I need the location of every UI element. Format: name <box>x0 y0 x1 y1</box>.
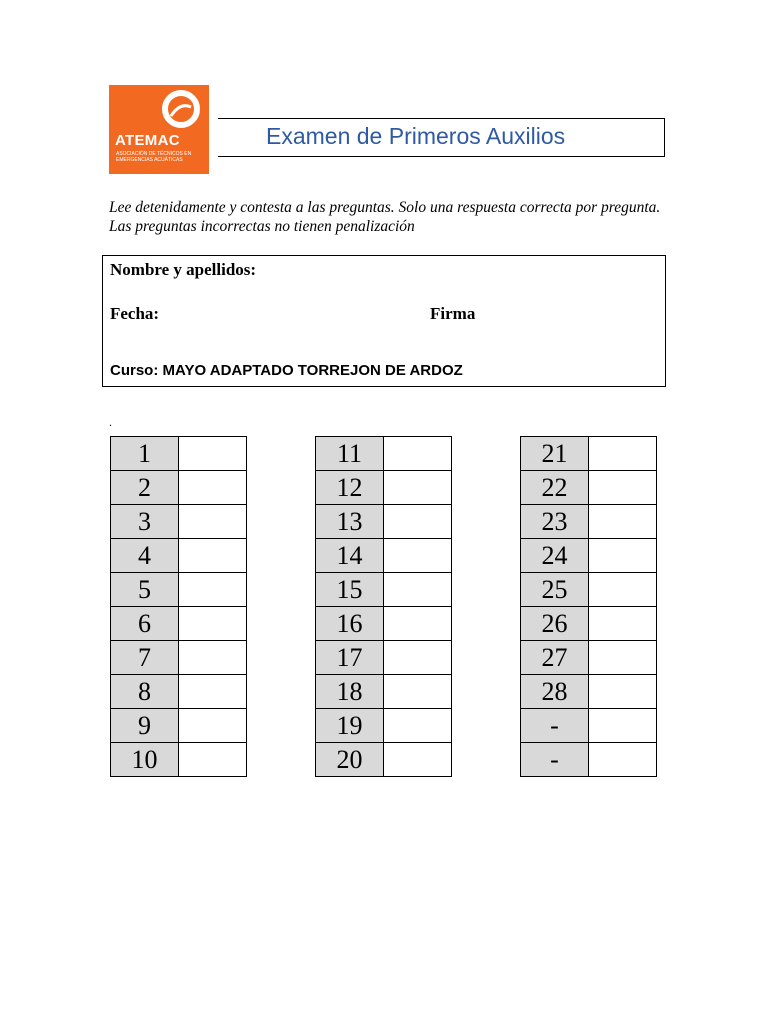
answer-row <box>521 505 657 539</box>
question-number: 22 <box>521 471 589 505</box>
answer-row <box>521 675 657 709</box>
atemac-logo <box>109 85 209 174</box>
page-title: Examen de Primeros Auxilios <box>266 123 566 149</box>
question-number: 12 <box>316 471 384 505</box>
question-number: 8 <box>111 675 179 709</box>
question-number: 24 <box>521 539 589 573</box>
answer-grid-2 <box>315 436 452 777</box>
question-number: 19 <box>316 709 384 743</box>
student-info-box <box>102 255 666 387</box>
answer-row <box>316 573 452 607</box>
answer-grid-3 <box>520 436 657 777</box>
question-number: 28 <box>521 675 589 709</box>
stray-dot: . <box>109 415 112 429</box>
question-number: 1 <box>111 437 179 471</box>
question-number: 10 <box>111 743 179 777</box>
answer-cell[interactable] <box>589 539 657 573</box>
title-box <box>218 118 665 157</box>
answer-cell[interactable] <box>384 505 452 539</box>
question-number: 7 <box>111 641 179 675</box>
date-label: Fecha: <box>110 304 160 323</box>
answer-cell[interactable] <box>179 471 247 505</box>
question-number: 5 <box>111 573 179 607</box>
question-number: 27 <box>521 641 589 675</box>
answer-cell[interactable] <box>589 743 657 777</box>
answer-row <box>111 607 247 641</box>
question-number: 26 <box>521 607 589 641</box>
question-number: 14 <box>316 539 384 573</box>
answer-row <box>316 743 452 777</box>
answer-cell[interactable] <box>179 539 247 573</box>
answer-row <box>521 539 657 573</box>
answer-row <box>316 675 452 709</box>
question-number: 23 <box>521 505 589 539</box>
answer-cell[interactable] <box>179 641 247 675</box>
answer-row <box>111 709 247 743</box>
question-number: 6 <box>111 607 179 641</box>
answer-cell[interactable] <box>589 437 657 471</box>
answer-row <box>316 641 452 675</box>
answer-cell[interactable] <box>384 709 452 743</box>
answer-cell[interactable] <box>179 573 247 607</box>
answer-row <box>111 505 247 539</box>
answer-cell[interactable] <box>384 437 452 471</box>
answer-row <box>111 539 247 573</box>
answer-cell[interactable] <box>179 437 247 471</box>
answer-cell[interactable] <box>179 743 247 777</box>
answer-cell[interactable] <box>179 709 247 743</box>
answer-cell[interactable] <box>179 505 247 539</box>
answer-row <box>316 709 452 743</box>
answer-cell[interactable] <box>589 675 657 709</box>
answer-row <box>316 539 452 573</box>
answer-row <box>111 573 247 607</box>
answer-cell[interactable] <box>179 607 247 641</box>
answer-row <box>521 437 657 471</box>
answer-cell[interactable] <box>589 471 657 505</box>
answer-cell[interactable] <box>384 641 452 675</box>
answer-cell[interactable] <box>384 471 452 505</box>
logo-subtitle: ASOCIACIÓN DE TÉCNICOS EN EMERGENCIAS ACUÁTICAS <box>116 151 192 163</box>
question-number: 9 <box>111 709 179 743</box>
answer-row <box>521 607 657 641</box>
answer-row <box>521 573 657 607</box>
question-number: 25 <box>521 573 589 607</box>
question-number: 16 <box>316 607 384 641</box>
instructions-text: Lee detenidamente y contesta a las preguntas. Solo una respuesta correcta por pregunta. Las preguntas incorrectas no tienen penalización <box>109 199 661 235</box>
question-number: - <box>521 743 589 777</box>
answer-row <box>111 437 247 471</box>
answer-cell[interactable] <box>179 675 247 709</box>
answer-cell[interactable] <box>589 709 657 743</box>
question-number: 4 <box>111 539 179 573</box>
signature-label: Firma <box>430 304 476 323</box>
name-label: Nombre y apellidos: <box>110 260 257 279</box>
answer-cell[interactable] <box>589 641 657 675</box>
question-number: 13 <box>316 505 384 539</box>
logo-name: ATEMAC <box>115 132 180 149</box>
answer-row <box>111 641 247 675</box>
answer-row <box>111 471 247 505</box>
question-number: 20 <box>316 743 384 777</box>
answer-row <box>316 505 452 539</box>
answer-row <box>316 607 452 641</box>
question-number: 21 <box>521 437 589 471</box>
answer-grid-1 <box>110 436 247 777</box>
answer-cell[interactable] <box>384 743 452 777</box>
answer-row <box>521 743 657 777</box>
question-number: 3 <box>111 505 179 539</box>
answer-cell[interactable] <box>384 539 452 573</box>
answer-cell[interactable] <box>589 573 657 607</box>
answer-row <box>521 641 657 675</box>
answer-row <box>316 437 452 471</box>
course-label: Curso: MAYO ADAPTADO TORREJON DE ARDOZ <box>110 362 463 379</box>
answer-row <box>316 471 452 505</box>
question-number: 15 <box>316 573 384 607</box>
question-number: 2 <box>111 471 179 505</box>
answer-cell[interactable] <box>589 505 657 539</box>
answer-cell[interactable] <box>589 607 657 641</box>
answer-row <box>521 471 657 505</box>
question-number: 11 <box>316 437 384 471</box>
answer-row <box>111 675 247 709</box>
answer-cell[interactable] <box>384 573 452 607</box>
question-number: 17 <box>316 641 384 675</box>
answer-cell[interactable] <box>384 607 452 641</box>
question-number: - <box>521 709 589 743</box>
question-number: 18 <box>316 675 384 709</box>
answer-row <box>111 743 247 777</box>
answer-row <box>521 709 657 743</box>
answer-cell[interactable] <box>384 675 452 709</box>
